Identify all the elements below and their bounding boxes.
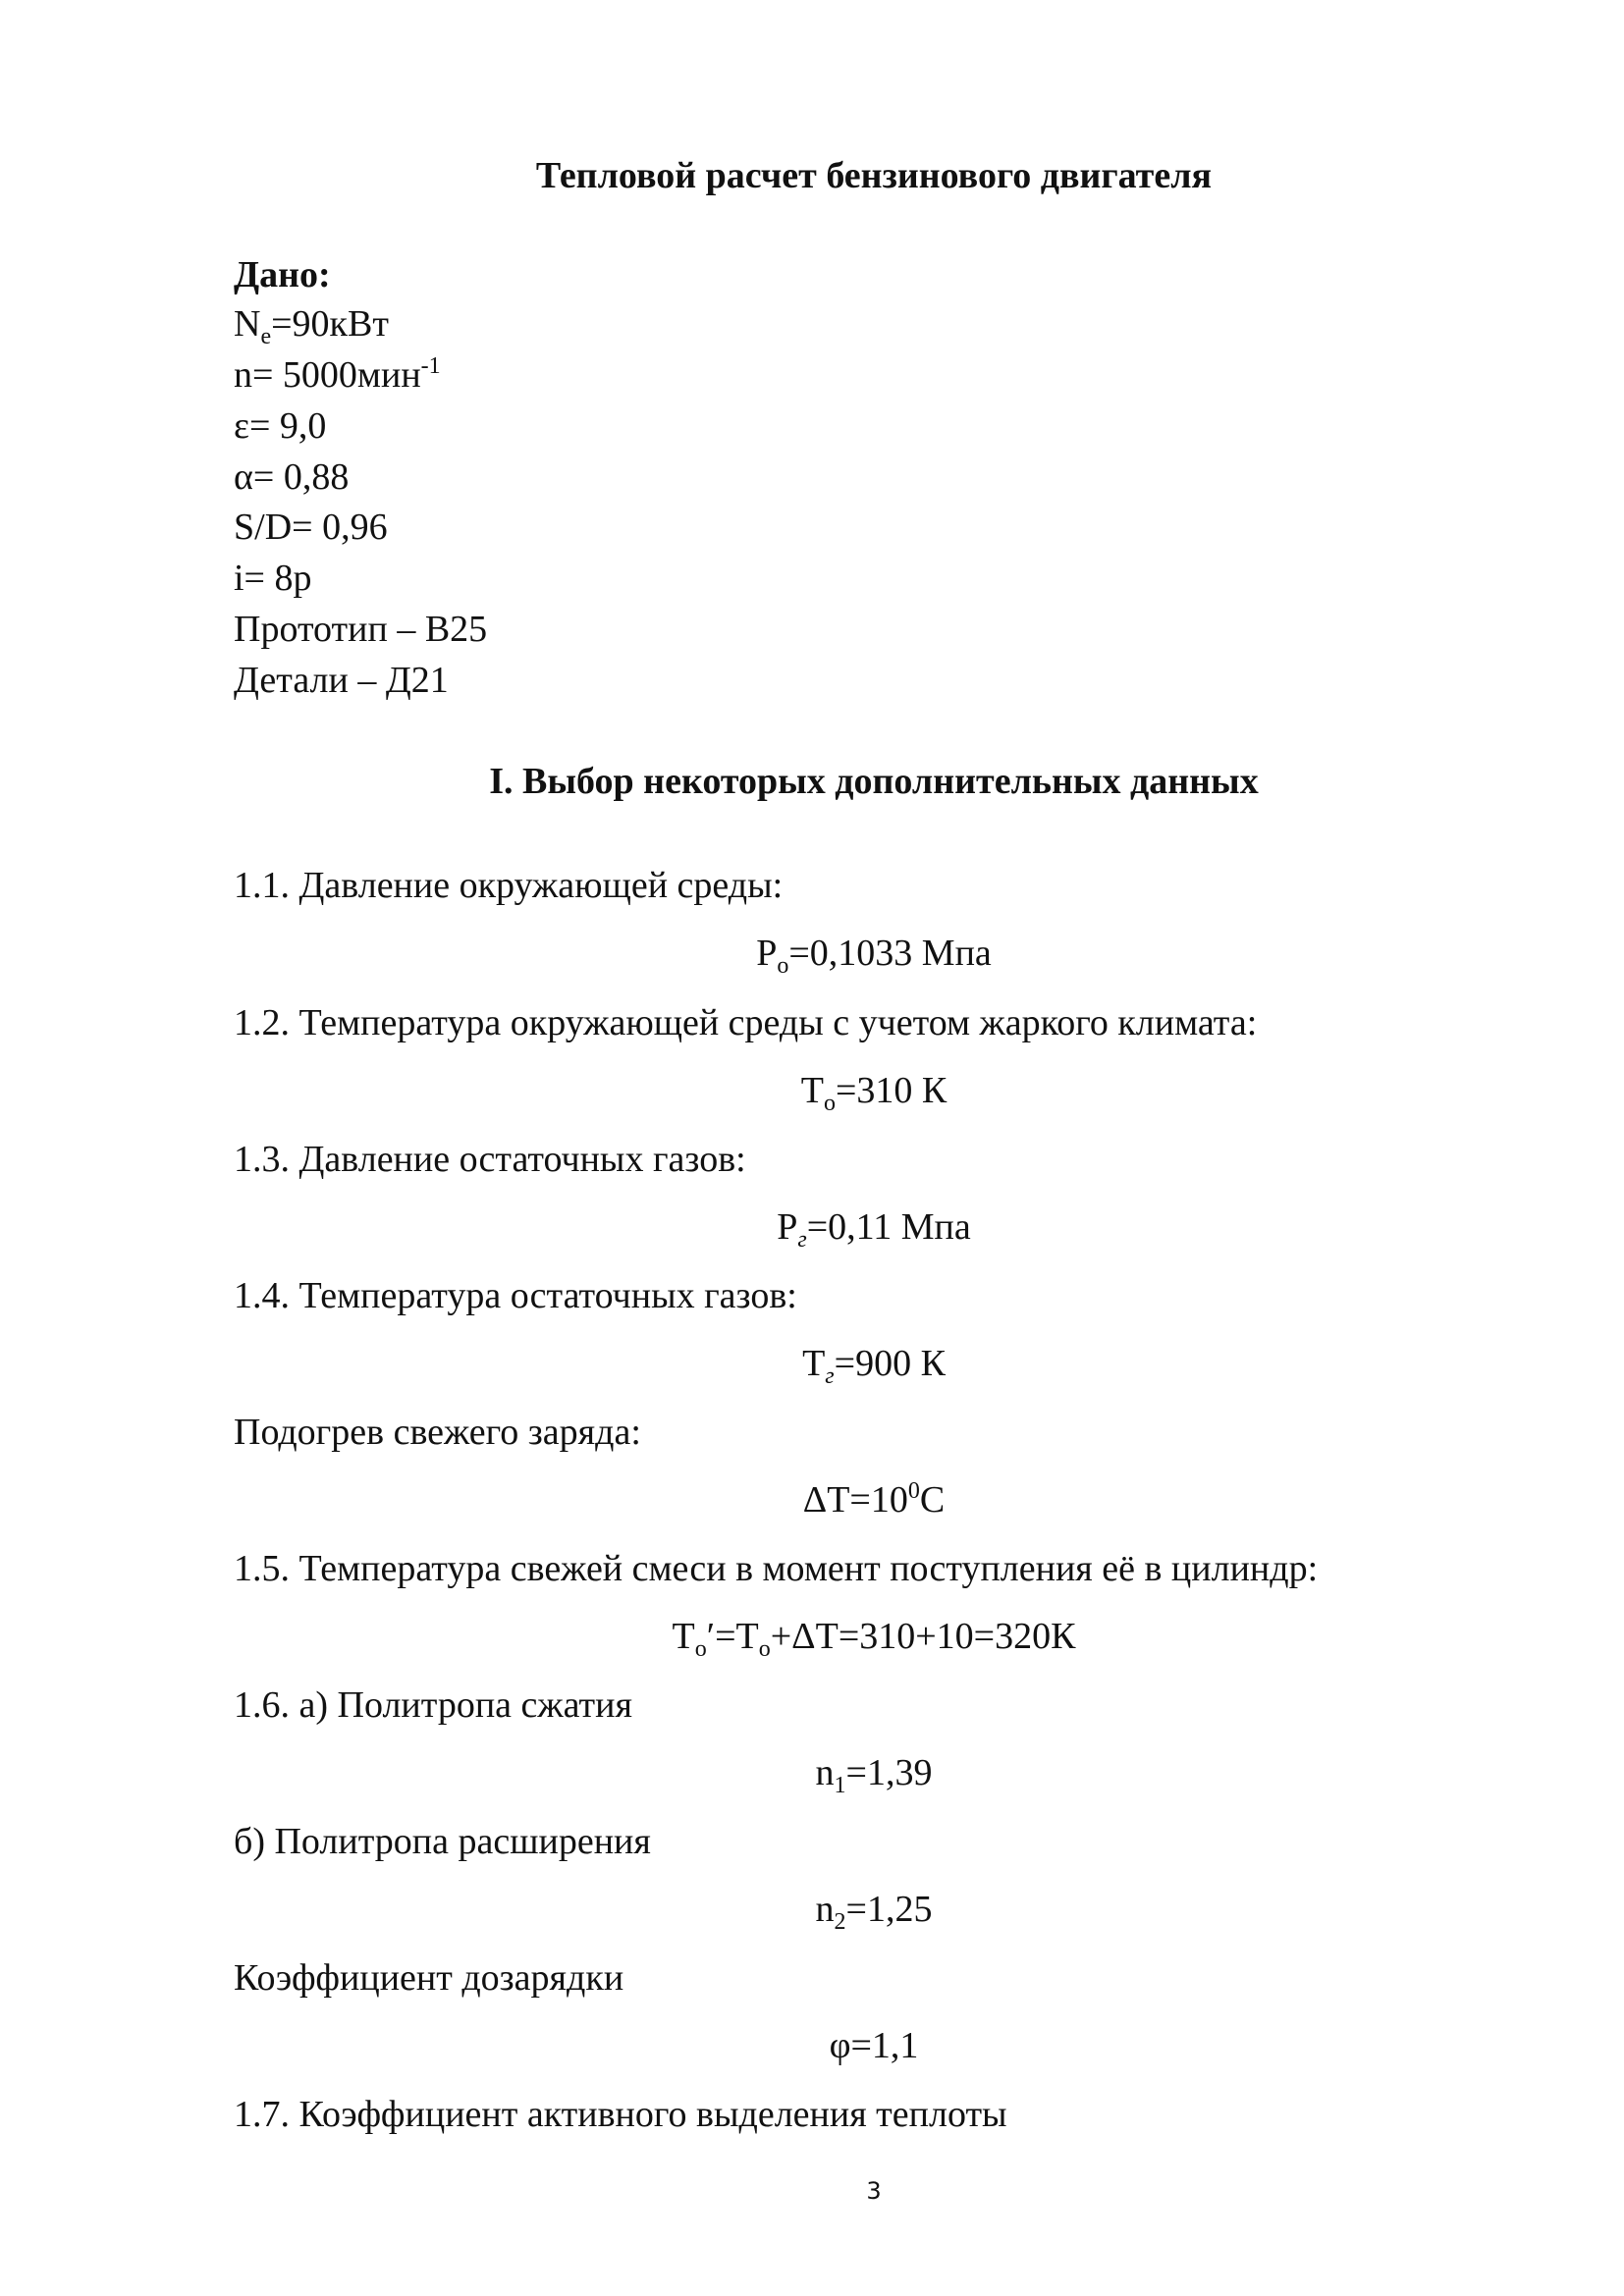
item-1-6a: 1.6. а) Политропа сжатия bbox=[234, 1684, 632, 1726]
given-parts: Детали – Д21 bbox=[234, 660, 449, 701]
given-i: i= 8р bbox=[234, 558, 312, 599]
given-ne: $N_e=90кВт$ bbox=[234, 303, 389, 349]
heating-label: Подогрев свежего заряда: bbox=[234, 1412, 641, 1453]
given-heading: Дано: bbox=[234, 254, 331, 295]
formula-n1: $n_1=1,39$ bbox=[815, 1752, 933, 1798]
formula-to: $T_o=310$ К bbox=[800, 1070, 947, 1116]
item-1-1: 1.1. Давление окружающей среды: bbox=[234, 865, 784, 906]
given-eps: ε= 9,0 bbox=[234, 405, 327, 447]
formula-tr: $T_г=900$ К bbox=[802, 1343, 946, 1389]
given-n: n= 5000мин$^{-1}$ bbox=[234, 353, 441, 396]
item-1-6b: б) Политропа расширения bbox=[234, 1821, 651, 1862]
item-1-3: 1.3. Давление остаточных газов: bbox=[234, 1139, 746, 1180]
page-number: 3 bbox=[866, 2177, 882, 2205]
section-heading: I. Выбор некоторых дополнительных данных bbox=[489, 761, 1259, 802]
formula-pr: $P_г=0,11$ Мпа bbox=[777, 1206, 971, 1253]
item-1-7: 1.7. Коэффициент активного выделения теплоты bbox=[234, 2094, 1007, 2135]
formula-dt: $\Delta T=10^0C$ bbox=[802, 1478, 946, 1521]
item-1-5: 1.5. Температура свежей смеси в момент поступления её в цилиндр: bbox=[234, 1548, 1319, 1589]
item-1-4: 1.4. Температура остаточных газов: bbox=[234, 1275, 797, 1316]
formula-n2: $n_2=1,25$ bbox=[815, 1889, 933, 1935]
given-sd: S/D= 0,96 bbox=[234, 507, 388, 548]
item-1-2: 1.2. Температура окружающей среды с учетом жаркого климата: bbox=[234, 1002, 1258, 1043]
recharge-label: Коэффициент дозарядки bbox=[234, 1957, 624, 1999]
formula-phi: φ=1,1 bbox=[829, 2025, 919, 2066]
given-alpha: α= 0,88 bbox=[234, 456, 350, 498]
formula-po: $P_o=0,1033$ Мпа bbox=[756, 933, 992, 979]
page-title: Тепловой расчет бензинового двигателя bbox=[535, 155, 1213, 196]
given-prototype: Прототип – В25 bbox=[234, 609, 488, 650]
formula-to-prime: $T_o'=T_o+\Delta T=310+10=320К$ bbox=[672, 1616, 1076, 1662]
